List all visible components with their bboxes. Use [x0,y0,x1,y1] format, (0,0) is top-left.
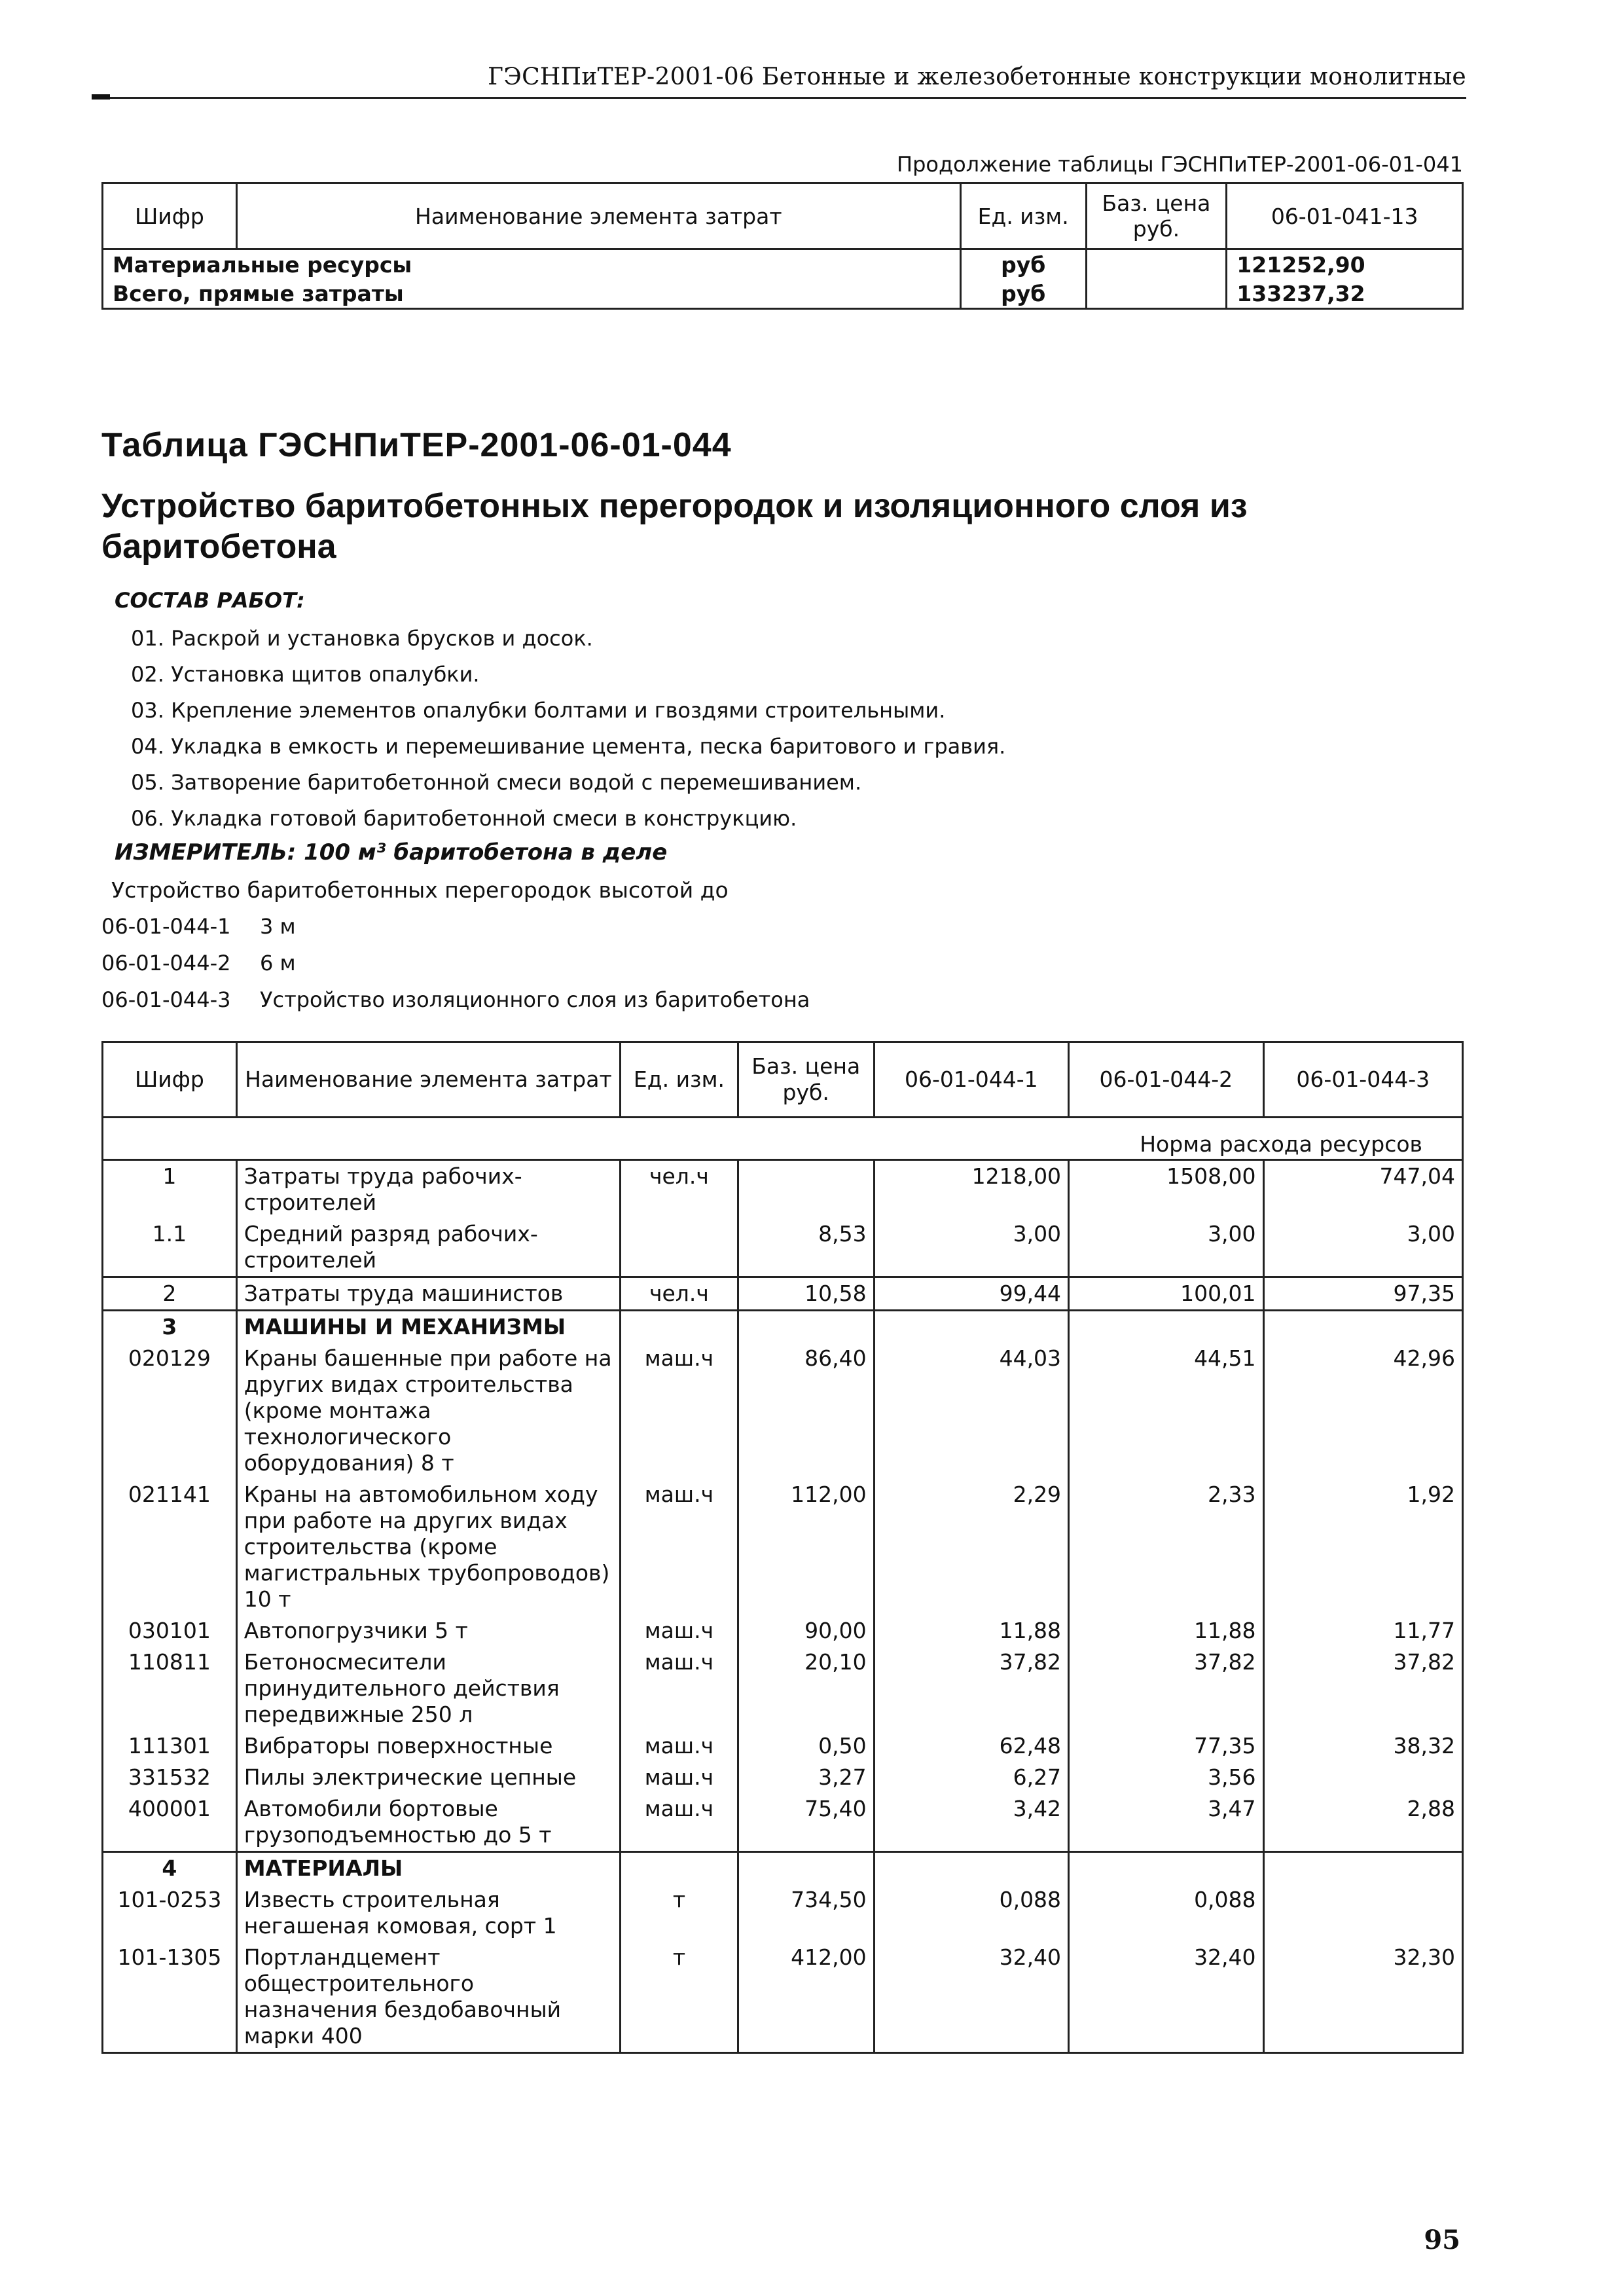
header-cell: Шифр [103,1042,237,1118]
cell-price: 112,00 [738,1479,874,1615]
header-cell: 06-01-044-2 [1069,1042,1263,1118]
cell-price: 412,00 [738,1942,874,2053]
continuation-caption: Продолжение таблицы ГЭСНПиТЕР-2001-06-01-041 [897,152,1463,177]
cell-price [738,1160,874,1219]
table-row [103,1343,1463,1479]
code-line [101,951,296,975]
cell-name: Затраты труда машинистов [236,1277,620,1311]
cell-unit: т [621,1942,738,2053]
table-row [103,1218,1463,1277]
cell-unit: маш.ч [621,1793,738,1852]
meter [115,839,667,866]
table-row [103,1479,1463,1615]
header-cell: Баз. цена руб. [738,1042,874,1118]
code: 06-01-044-1 [101,914,231,939]
code: 06-01-044-3 [101,987,231,1012]
cell-code: 400001 [103,1793,237,1852]
cell-v2: 3,56 [1069,1762,1263,1793]
table-row [103,1884,1463,1942]
cell-code: 101-1305 [103,1942,237,2053]
cell-unit: маш.ч [621,1343,738,1479]
code-desc: Устройство изоляционного слоя из баритобетона [260,987,810,1012]
row-price [1086,249,1227,280]
row-price [1086,279,1227,309]
cell-v1: 99,44 [874,1277,1068,1311]
cell-v2: 3,47 [1069,1793,1263,1852]
meter-value: 100 м³ баритобетона в деле [304,839,668,866]
cell-name: МАТЕРИАЛЫ [236,1852,620,1885]
cell-v1: 11,88 [874,1615,1068,1647]
cell-name: Краны на автомобильном ходу при работе на других видах строительства (кроме магистральных трубопроводов) 10 т [236,1479,620,1615]
cell-unit: маш.ч [621,1615,738,1647]
table-row [103,1311,1463,1343]
cell-price: 90,00 [738,1615,874,1647]
cell-unit: чел.ч [621,1160,738,1219]
cell-code: 111301 [103,1730,237,1762]
cell-price: 3,27 [738,1762,874,1793]
cell-v2: 32,40 [1069,1942,1263,2053]
table-title: Таблица ГЭСНПиТЕР-2001-06-01-044 [101,426,732,464]
table-row [103,1160,1463,1219]
header-cell: 06-01-044-1 [874,1042,1068,1118]
cell-v1: 0,088 [874,1884,1068,1942]
cell-v2: 44,51 [1069,1343,1263,1479]
cell-name: Портландцемент общестроительного назначения бездобавочный марки 400 [236,1942,620,2053]
cell-v1: 1218,00 [874,1160,1068,1219]
cell-price: 86,40 [738,1343,874,1479]
resources-body [103,1160,1463,2053]
table-row [103,1793,1463,1852]
cell-v1: 44,03 [874,1343,1068,1479]
cell-price [738,1852,874,1885]
cell-code: 1.1 [103,1218,237,1277]
cell-unit: маш.ч [621,1730,738,1762]
cell-v2: 0,088 [1069,1884,1263,1942]
header-cell: Шифр [103,183,237,249]
row-name: Всего, прямые затраты [103,279,961,309]
cell-v3 [1263,1852,1462,1885]
header-cell: Ед. изм. [960,183,1086,249]
cell-price: 10,58 [738,1277,874,1311]
row-value: 133237,32 [1227,279,1463,309]
code-line [101,914,296,939]
cell-name: Бетоносмесители принудительного действия передвижные 250 л [236,1647,620,1730]
header-mark [92,94,110,100]
table-row [103,1730,1463,1762]
cell-name: Известь строительная негашеная комовая, сорт 1 [236,1884,620,1942]
cell-v3: 3,00 [1263,1218,1462,1277]
table-row [103,1277,1463,1311]
cell-price: 734,50 [738,1884,874,1942]
cell-v3: 38,32 [1263,1730,1462,1762]
table-row [103,1942,1463,2053]
cell-v2: 1508,00 [1069,1160,1263,1219]
table-row [103,279,1463,309]
cell-v3: 747,04 [1263,1160,1462,1219]
cell-v2: 11,88 [1069,1615,1263,1647]
cell-v1 [874,1852,1068,1885]
cell-unit: маш.ч [621,1479,738,1615]
cell-name: Краны башенные при работе на других видах строительства (кроме монтажа технологического оборудования) 8 т [236,1343,620,1479]
header-cell: 06-01-041-13 [1227,183,1463,249]
row-name: Материальные ресурсы [103,249,961,280]
cell-name: Вибраторы поверхностные [236,1730,620,1762]
cell-name: Автопогрузчики 5 т [236,1615,620,1647]
code-desc: 6 м [260,951,296,975]
table-row [103,249,1463,280]
header-cell: Ед. изм. [621,1042,738,1118]
work-item: 06. Укладка готовой баритобетонной смеси в конструкцию. [131,806,797,831]
cell-v2 [1069,1311,1263,1343]
cell-v2: 77,35 [1069,1730,1263,1762]
header-cell: Наименование элемента затрат [236,1042,620,1118]
cell-code: 331532 [103,1762,237,1793]
cell-price: 20,10 [738,1647,874,1730]
cell-v3 [1263,1884,1462,1942]
cell-unit [621,1852,738,1885]
cell-v1: 32,40 [874,1942,1068,2053]
work-composition-label: СОСТАВ РАБОТ: [115,588,305,613]
cell-v2 [1069,1852,1263,1885]
cell-v2: 3,00 [1069,1218,1263,1277]
cell-code: 110811 [103,1647,237,1730]
resources-table [101,1041,1464,2054]
cell-v3 [1263,1762,1462,1793]
work-item: 01. Раскрой и установка брусков и досок. [131,626,593,651]
cell-unit: маш.ч [621,1647,738,1730]
cell-price: 8,53 [738,1218,874,1277]
cell-unit: чел.ч [621,1277,738,1311]
running-header-text: ГЭСНПиТЕР-2001-06 Бетонные и железобетонные конструкции монолитные [488,64,1466,90]
header-cell: 06-01-044-3 [1263,1042,1462,1118]
cell-code: 4 [103,1852,237,1885]
cell-code: 101-0253 [103,1884,237,1942]
continuation-table [101,182,1464,310]
code-desc: 3 м [260,914,296,939]
row-unit: руб [960,279,1086,309]
cell-name: Средний разряд рабочих-строителей [236,1218,620,1277]
cell-name: Автомобили бортовые грузоподъемностью до 5 т [236,1793,620,1852]
cell-price: 75,40 [738,1793,874,1852]
cell-v1: 37,82 [874,1647,1068,1730]
cell-code: 021141 [103,1479,237,1615]
cell-v3 [1263,1311,1462,1343]
work-item: 04. Укладка в емкость и перемешивание цемента, песка баритового и гравия. [131,734,1006,759]
row-value: 121252,90 [1227,249,1463,280]
cell-v3: 32,30 [1263,1942,1462,2053]
work-item: 05. Затворение баритобетонной смеси водой с перемешиванием. [131,770,862,795]
work-title: Устройство баритобетонных перегородок и изоляционного слоя из баритобетона [101,487,1248,566]
meter-label: ИЗМЕРИТЕЛЬ: [115,839,297,866]
table-row [103,1762,1463,1793]
cell-name: МАШИНЫ И МЕХАНИЗМЫ [236,1311,620,1343]
work-item: 03. Крепление элементов опалубки болтами и гвоздями строительными. [131,698,946,723]
cell-unit: т [621,1884,738,1942]
cell-code: 2 [103,1277,237,1311]
cell-name: Затраты труда рабочих-строителей [236,1160,620,1219]
cell-v3: 37,82 [1263,1647,1462,1730]
table-row [103,1615,1463,1647]
header-cell: Баз. цена руб. [1086,183,1227,249]
code: 06-01-044-2 [101,951,231,975]
partition-intro: Устройство баритобетонных перегородок высотой до [111,877,729,903]
cell-v1: 3,42 [874,1793,1068,1852]
page-number: 95 [1424,2225,1460,2255]
cell-v3: 11,77 [1263,1615,1462,1647]
table-row [103,1647,1463,1730]
cell-v3: 1,92 [1263,1479,1462,1615]
cell-v3: 97,35 [1263,1277,1462,1311]
cell-unit: маш.ч [621,1762,738,1793]
cell-v1: 6,27 [874,1762,1068,1793]
row-unit: руб [960,249,1086,280]
cell-v1: 62,48 [874,1730,1068,1762]
norm-label: Норма расхода ресурсов [103,1118,1463,1160]
cell-v1: 3,00 [874,1218,1068,1277]
cell-v1 [874,1311,1068,1343]
cell-unit [621,1218,738,1277]
cell-price [738,1311,874,1343]
cell-v1: 2,29 [874,1479,1068,1615]
cell-code: 1 [103,1160,237,1219]
work-item: 02. Установка щитов опалубки. [131,662,480,687]
cell-v2: 2,33 [1069,1479,1263,1615]
cell-unit [621,1311,738,1343]
cell-v2: 37,82 [1069,1647,1263,1730]
running-header [92,51,1466,99]
code-line [101,987,810,1012]
cell-v3: 2,88 [1263,1793,1462,1852]
cell-price: 0,50 [738,1730,874,1762]
cell-v3: 42,96 [1263,1343,1462,1479]
table-row [103,1852,1463,1885]
cell-code: 020129 [103,1343,237,1479]
header-cell: Наименование элемента затрат [236,183,960,249]
cell-code: 030101 [103,1615,237,1647]
cell-v2: 100,01 [1069,1277,1263,1311]
cell-code: 3 [103,1311,237,1343]
cell-name: Пилы электрические цепные [236,1762,620,1793]
